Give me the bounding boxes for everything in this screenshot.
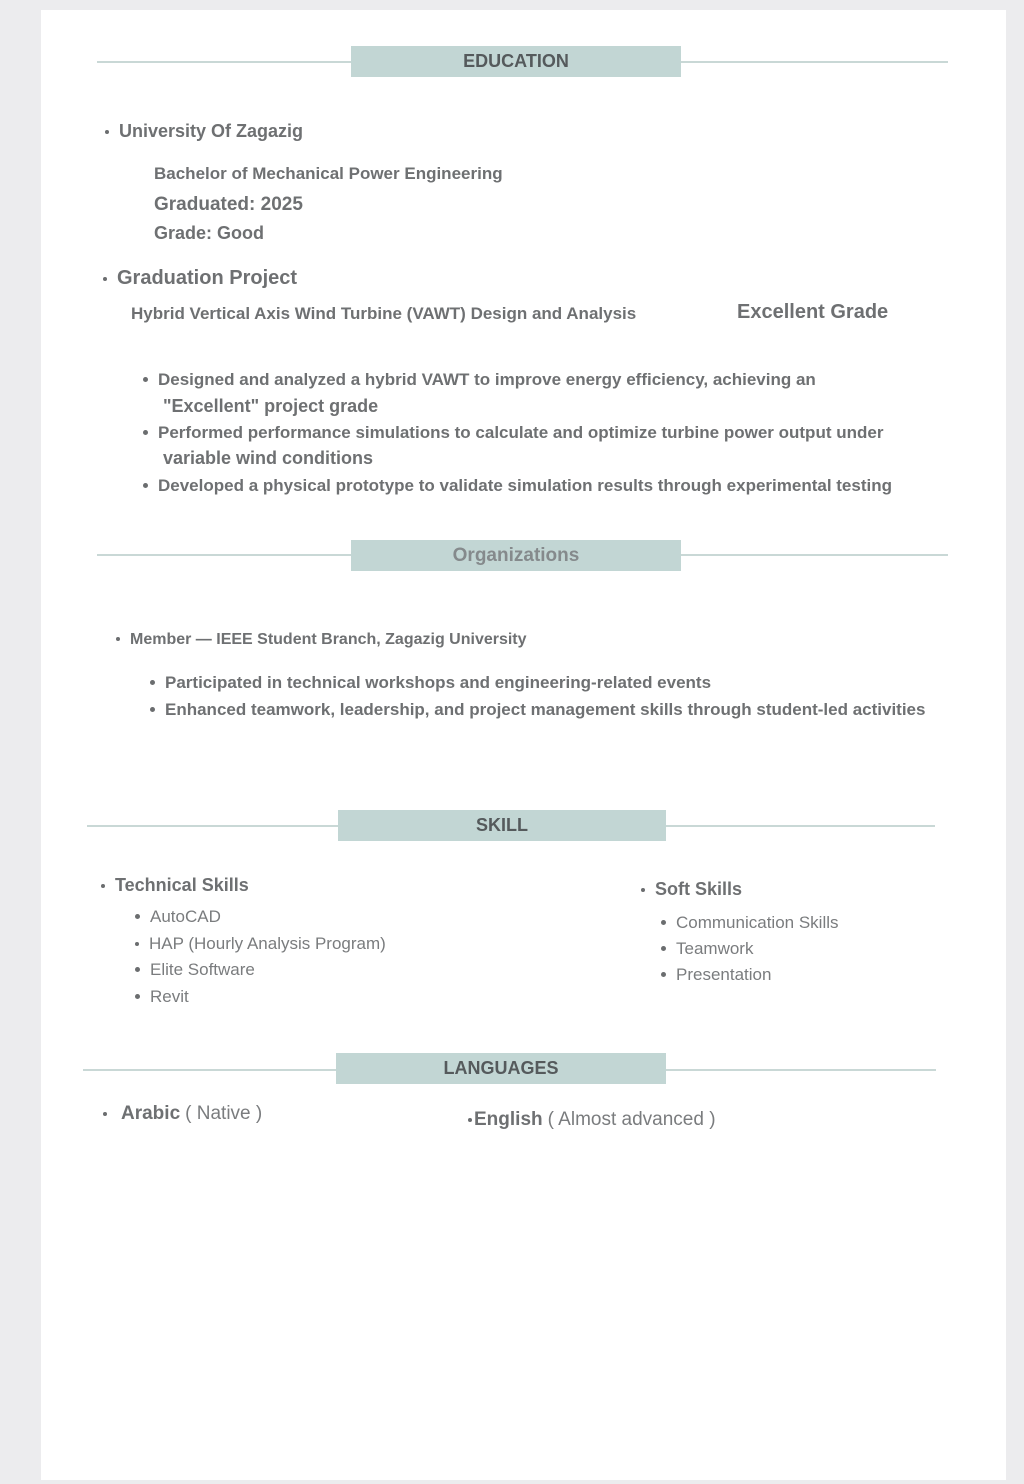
graduated: Graduated: 2025 [154, 194, 303, 215]
soft-skills-heading: Soft Skills [641, 879, 742, 900]
section-heading-skill: SKILL [338, 810, 666, 841]
bullet-icon [150, 680, 155, 685]
language-item: Arabic ( Native ) [103, 1103, 262, 1125]
skill-item: Teamwork [661, 939, 753, 959]
skill-item: Communication Skills [661, 913, 839, 933]
language-item: English ( Almost advanced ) [468, 1109, 716, 1131]
section-heading-organizations: Organizations [351, 540, 681, 571]
project-bullet-continuation: variable wind conditions [163, 448, 374, 468]
degree: Bachelor of Mechanical Power Engineering [154, 164, 503, 183]
bullet-icon [135, 967, 140, 972]
project-bullet-continuation: "Excellent" project grade [163, 396, 379, 416]
membership-item: Member — IEEE Student Branch, Zagazig University [116, 631, 527, 649]
bullet-icon [135, 942, 139, 946]
project-bullet: Developed a physical prototype to validate simulation results through experimental testing [143, 476, 892, 496]
bullet-icon [143, 483, 148, 488]
project-grade: Excellent Grade [737, 301, 889, 323]
bullet-icon [661, 946, 666, 951]
project-bullet: Performed performance simulations to calculate and optimize turbine power output under [143, 423, 883, 443]
bullet-icon [641, 888, 645, 892]
bullet-icon [101, 884, 105, 888]
university-item: University Of Zagazig [105, 121, 303, 142]
bullet-icon [661, 972, 666, 977]
bullet-icon [116, 637, 120, 641]
grade: Grade: Good [154, 223, 265, 243]
bullet-icon [103, 277, 107, 281]
project-title: Hybrid Vertical Axis Wind Turbine (VAWT) Design and Analysis [131, 304, 637, 323]
bullet-icon [135, 914, 140, 919]
bullet-icon [143, 377, 148, 382]
bullet-icon [468, 1118, 472, 1122]
skill-item: AutoCAD [135, 907, 221, 927]
technical-skills-heading: Technical Skills [101, 875, 249, 896]
graduation-project-item: Graduation Project [103, 267, 297, 290]
bullet-icon [150, 707, 155, 712]
skill-item: HAP (Hourly Analysis Program) [135, 934, 386, 954]
section-heading-languages: LANGUAGES [336, 1053, 666, 1084]
bullet-icon [135, 994, 140, 999]
section-heading-education: EDUCATION [351, 46, 681, 77]
bullet-icon [105, 130, 109, 134]
bullet-icon [143, 430, 148, 435]
skill-item: Elite Software [135, 960, 255, 980]
project-bullet: Designed and analyzed a hybrid VAWT to improve energy efficiency, achieving an [143, 370, 816, 390]
organization-bullet: Participated in technical workshops and engineering-related events [150, 673, 711, 693]
bullet-icon [661, 920, 666, 925]
organization-bullet: Enhanced teamwork, leadership, and project management skills through student-led activities [150, 700, 925, 720]
bullet-icon [103, 1112, 107, 1116]
skill-item: Presentation [661, 965, 771, 985]
skill-item: Revit [135, 987, 189, 1007]
